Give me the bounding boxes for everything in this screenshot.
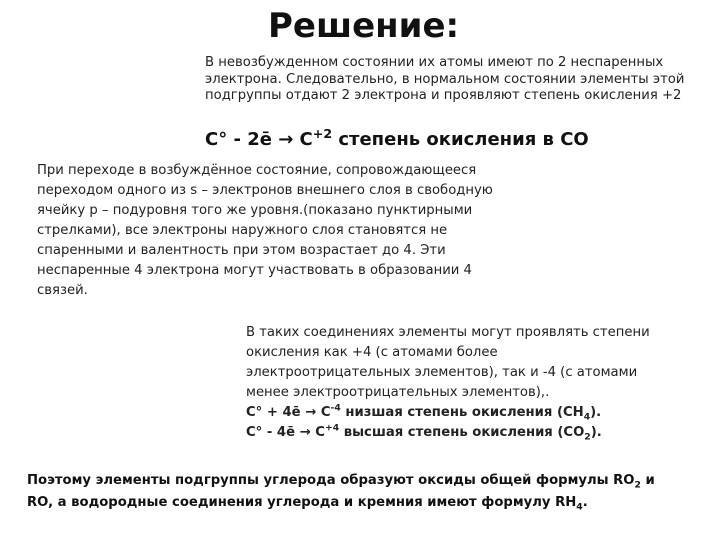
text-part: Поэтому элементы подгруппы углерода образуют оксиды общей формулы RO xyxy=(27,473,635,488)
paragraph-excited-state: При переходе в возбуждённое состояние, сопровождающееся переходом одного из s – электронов внешнего слоя в свободную ячейку p – подуровня того же уровня.(показано пунктирными стрелками), все электроны наружного слоя становятся не спаренными и валентность при этом возрастает до 4. Эти неспаренные 4 электрона могут участвовать в образовании 4 связей. xyxy=(37,163,493,298)
equation-part: высшая степень окисления (CO xyxy=(339,425,585,440)
text-line: электроотрицательных элементов), так и -4 (с атомами xyxy=(246,365,638,380)
equation-superscript: +2 xyxy=(312,126,333,141)
text-line: окисления как +4 (с атомами более xyxy=(246,345,498,360)
equation-part: ). xyxy=(590,425,602,440)
equation-part: C° + 4ē → C xyxy=(246,405,331,420)
equation-lhs: C° - 2ē → C xyxy=(205,129,313,150)
equation-part: ). xyxy=(590,405,602,420)
page-title: Решение: xyxy=(268,6,460,46)
text-line: В таких соединениях элементы могут проявлять степени xyxy=(246,325,650,340)
conclusion-line-2 xyxy=(27,492,707,514)
conclusion-line-1 xyxy=(27,470,707,492)
equation-superscript: +4 xyxy=(324,422,340,434)
equation-oxidation-plus2 xyxy=(205,127,589,153)
equation-subscript: 4 xyxy=(583,411,591,423)
equation-superscript: -4 xyxy=(330,402,341,414)
paragraph-conclusion xyxy=(27,470,707,514)
formula-subscript: 4 xyxy=(576,501,583,513)
equation-lowest-oxidation xyxy=(246,403,706,423)
text-part: и xyxy=(640,473,655,488)
text-line: менее электроотрицательных элементов),. xyxy=(246,385,550,400)
equation-part: низшая степень окисления (CH xyxy=(340,405,584,420)
text-part: RO, а водородные соединения углерода и кремния имеют формулу RH xyxy=(27,495,577,510)
equation-highest-oxidation xyxy=(246,423,706,443)
text-part: . xyxy=(582,495,588,510)
paragraph-ground-state: В невозбужденном состоянии их атомы имеют по 2 неспаренных электрона. Следовательно, в нормальном состоянии элементы этой подгруппы отдают 2 электрона и проявляют степень окисления +2 xyxy=(205,55,685,104)
formula-subscript: 2 xyxy=(634,479,641,491)
equation-description: степень окисления в CO xyxy=(332,129,589,150)
equation-subscript: 2 xyxy=(584,431,591,443)
paragraph-oxidation-states xyxy=(246,323,706,443)
equation-part: C° - 4ē → C xyxy=(246,425,325,440)
